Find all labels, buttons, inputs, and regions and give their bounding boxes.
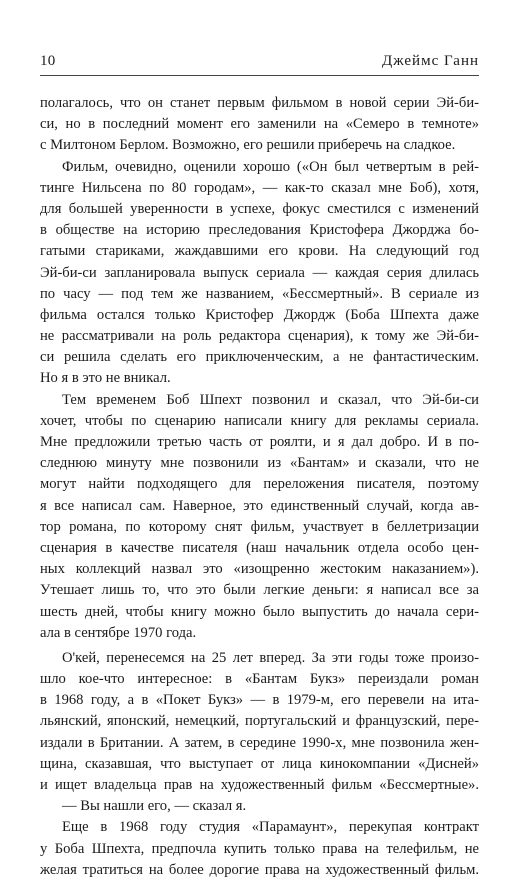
text-line: гатыми стариками, жаждавшими его крови. На следующий год [40,243,479,260]
text-line: си, но в последний момент его заменили на «Семеро в темноте» [40,116,479,133]
text-line: у Боба Шпехта, предпочла купить только права на телефильм, не [40,840,479,857]
text-line: си решила сделать его приключенческим, а не фантастическим. [40,349,479,366]
body-text [40,93,479,881]
text-line: сценария в качестве писателя (наш начальник отдела особо цен- [40,539,479,556]
text-line: Но я в это не вникал. [40,370,171,387]
running-head-author: Джеймс Ганн [382,53,479,69]
text-line: шесть дней, чтобы книгу можно было выпустить до начала сери- [40,603,479,620]
text-line: Фильм, очевидно, оценили хорошо («Он был четвертым в рей- [62,158,479,175]
text-line: ных коллекций назвал это «изощренно жестоким наказанием»). [40,561,479,578]
text-line: фильма остался только Кристофер Джордж (Боба Шпехта даже [40,306,479,323]
text-line: издали в Британии. А затем, в середине 1990-х, мне позвонила жен- [40,734,479,751]
text-line: щина, сказавшая, что выступает от лица кинокомпании «Дисней» [40,755,479,772]
text-line: в 1968 году, а в «Покет Букз» — в 1979-м, его перевели на ита- [40,692,479,709]
text-line: в обществе на историю преследования Кристофера Джорджа бо- [40,222,479,239]
header-rule [40,75,479,76]
text-line: льянский, японский, немецкий, португальский и французский, пере- [40,713,479,730]
text-line: тинге Нильсена по 80 городам», — как-то сказал мне Боб), хотя, [40,179,479,196]
text-line: Утешает лишь то, что это были легкие деньги: я написал все за [40,582,479,599]
text-line: для большей уверенности в успехе, фокус сместился с изменений [40,200,479,217]
page-number: 10 [40,53,56,69]
text-line: следнюю минуту мне позвонили из «Бантам» и сказали, что не [40,455,479,472]
text-line: желая тратиться на более дорогие права на художественный фильм. [40,861,479,878]
text-line: О'кей, перенесемся на 25 лет вперед. За эти годы тоже произо- [62,649,479,666]
text-line: с Милтоном Берлом. Возможно, его решили приберечь на сладкое. [40,137,456,154]
text-line: и ищет владельца прав на художественный фильм «Бессмертные». [40,777,479,793]
text-line: не рассматривали на роль редактора сценария), к тому же Эй-би- [40,328,479,345]
text-line: Мне предложили третью часть от роялти, и я дал добро. И в по- [40,434,479,450]
text-line: ала в сентябре 1970 года. [40,624,197,641]
text-line: Тем временем Боб Шпехт позвонил и сказал, что Эй-би-си [62,391,479,408]
running-head [40,52,479,70]
text-line: я все написал сам. Наверное, это единственный случай, когда ав- [40,497,479,514]
text-line: Еще в 1968 году студия «Парамаунт», перекупая контракт [62,819,479,836]
text-line: по часу — под тем же названием, «Бессмертный». В сериале из [40,285,479,302]
text-line: шло кое-что интересное: в «Бантам Букз» переиздали роман [40,671,479,688]
text-line: полагалось, что он станет первым фильмом в новой серии Эй-би- [40,95,479,111]
text-line: хочет, чтобы по сценарию написали книгу для рекламы сериала. [40,412,479,429]
text-line: могут найти подходящего для переложения писателя, поэтому [40,476,479,493]
text-line: — Вы нашли его, — сказал я. [62,798,247,815]
text-line: Эй-би-си запланировала выпуск сериала — каждая серия длилась [40,264,479,281]
text-line: тор романа, по которому снят фильм, участвует в беллетризации [40,518,479,535]
